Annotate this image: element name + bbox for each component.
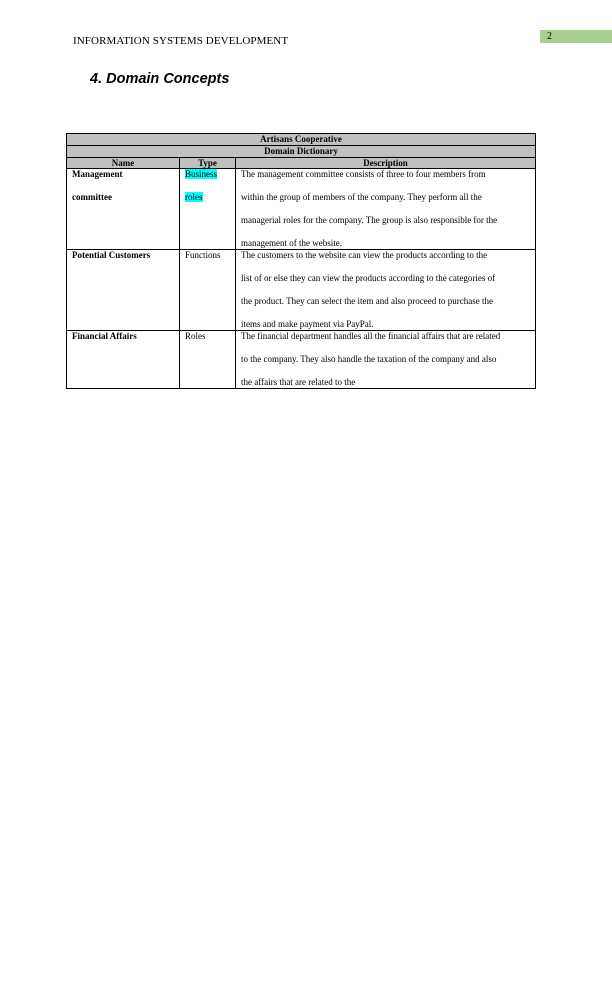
running-header-title: INFORMATION SYSTEMS DEVELOPMENT: [73, 35, 289, 47]
section-heading: 4. Domain Concepts: [90, 71, 230, 87]
column-header-description: Description: [236, 158, 536, 169]
cell-type-line: Roles: [185, 331, 206, 341]
cell-name-line: Financial Affairs: [72, 331, 137, 341]
cell-type: [180, 250, 236, 331]
cell-type: [180, 169, 236, 250]
table-row: [67, 331, 536, 389]
cell-description-line: the affairs that are related to the: [241, 377, 356, 387]
table-subtitle-row: [67, 146, 536, 158]
table-title-row: [67, 134, 536, 146]
cell-description-line: list of or else they can view the products according to the categories of: [241, 273, 496, 283]
column-header-type: Type: [180, 158, 236, 169]
cell-description-line: management of the website.: [241, 238, 342, 248]
highlighted-text: Business: [185, 169, 218, 179]
cell-name-line: Management: [72, 169, 123, 179]
domain-dictionary-table: [66, 133, 536, 389]
cell-name: [67, 331, 180, 389]
cell-name: [67, 169, 180, 250]
cell-type-line: [185, 169, 231, 192]
cell-description: [236, 250, 536, 331]
cell-description-line: to the company. They also handle the taxation of the company and also: [241, 354, 497, 364]
cell-name: [67, 250, 180, 331]
table-row: [67, 169, 536, 250]
table-row: [67, 250, 536, 331]
cell-name-line: Potential Customers: [72, 250, 151, 260]
cell-description-line: items and make payment via PayPal.: [241, 319, 374, 329]
table-subtitle: Domain Dictionary: [67, 146, 536, 158]
page-number: 2: [540, 30, 612, 43]
table-title: Artisans Cooperative: [67, 134, 536, 146]
column-header-name: Name: [67, 158, 180, 169]
cell-type-line: [185, 192, 231, 215]
cell-type-line: Functions: [185, 250, 221, 260]
cell-description: [236, 169, 536, 250]
cell-description-line: The financial department handles all the financial affairs that are related: [241, 331, 501, 341]
cell-description-line: managerial roles for the company. The group is also responsible for the: [241, 215, 498, 225]
column-header-row: [67, 158, 536, 169]
cell-description-line: The management committee consists of three to four members from: [241, 169, 486, 179]
highlighted-text: roles: [185, 192, 203, 202]
cell-description-line: the product. They can select the item and also proceed to purchase the: [241, 296, 493, 306]
cell-description-line: The customers to the website can view the products according to the: [241, 250, 488, 260]
cell-name-line: committee: [72, 192, 112, 202]
cell-description-line: within the group of members of the company. They perform all the: [241, 192, 482, 202]
cell-description: [236, 331, 536, 389]
cell-type: [180, 331, 236, 389]
